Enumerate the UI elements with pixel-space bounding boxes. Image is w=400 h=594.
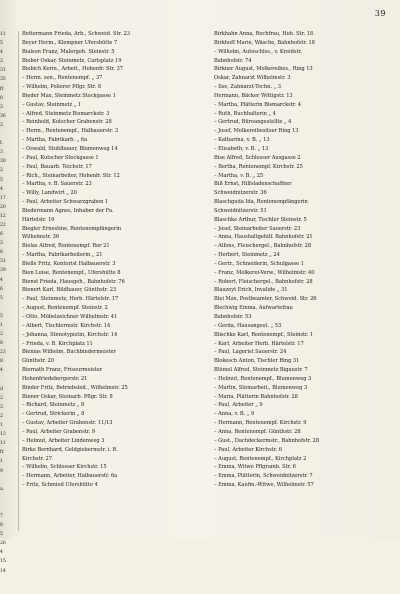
- gutter-fragment: 36: [0, 113, 6, 119]
- gutter-fragment: 8: [0, 341, 3, 347]
- directory-entry: – Paul, Arbeiter „ 9: [214, 402, 263, 409]
- directory-entry: – Herm. sen., Rentenempf. „ 37: [22, 75, 103, 82]
- directory-entry: Biebich Kerin., Arbeit., Hohenfr. Str. 37: [22, 66, 123, 73]
- directory-entry: – Josef, Molkereibesitzer Ring 13: [214, 128, 299, 135]
- gutter-fragment: 6: [0, 286, 3, 292]
- gutter-fragment: 5: [0, 313, 3, 319]
- gutter-fragment: [0, 585, 16, 594]
- gutter-fragment: 2: [0, 332, 3, 338]
- gutter-fragment: 2: [0, 413, 3, 419]
- gutter-fragment: 31: [0, 259, 6, 265]
- gutter-fragment: [0, 494, 16, 503]
- directory-entry: Blauzeyt Erich, Invalide „ 31: [214, 287, 288, 294]
- directory-entry: – Hermann, Arbeiter, Halbauerstr. 6a: [22, 473, 118, 480]
- directory-entry: Blechwig Emma, Aufwartefrau: [214, 305, 293, 312]
- directory-entry: – Paul, Lagerist Sauerstr. 24: [214, 349, 287, 356]
- directory-entry: Oskar, Zahnarzt Wilhelmstr. 3: [214, 75, 291, 82]
- directory-entry: – Paul, Bauarb. Teichstr. 17: [22, 163, 92, 170]
- gutter-fragment: 11: [0, 441, 6, 447]
- gutter-fragment: 23: [0, 350, 6, 356]
- directory-entry: – August, Rentenempf., Kirchplatz 2: [214, 455, 307, 462]
- gutter-fragment: 6: [0, 232, 3, 238]
- directory-entry: Bienst Frieda, Hausgeh., Bahnhofstr. 76: [22, 278, 125, 285]
- directory-entry: – August, Rentenempf. Steinstr. 2: [22, 305, 108, 312]
- gutter-fragment: f.: [0, 141, 3, 147]
- gutter-divider: [18, 31, 19, 531]
- directory-entry: – Gertr., Schneiderin, Schulgasse 1: [214, 260, 304, 267]
- directory-entry: Blischke Karl, Rentenempf., Steinstr. 1: [214, 331, 314, 338]
- gutter-fragment: 8: [0, 250, 3, 256]
- directory-entry: Blümel Alfred, Steinmetz Bigaustr. 7: [214, 367, 308, 374]
- left-column: [22, 30, 212, 490]
- directory-entry: – Otto, Möbelzeichner Wilhelmstr. 41: [22, 314, 118, 320]
- gutter-fragment: 31: [0, 68, 6, 74]
- directory-entry: – Paul, Steinmetz, Herb. Härtelstr. 17: [22, 296, 119, 303]
- gutter-fragment: 4: [0, 368, 3, 374]
- directory-entry: – Alfred, Steinmetz Bismarckstr. 3: [22, 110, 110, 117]
- directory-entry: Schweidnitzerstr. 36: [214, 190, 267, 197]
- directory-entry: Bienias Wilhelm, Buchbindermeister: [22, 349, 116, 356]
- gutter-fragment: 14: [0, 568, 6, 574]
- gutter-fragment: 2: [0, 168, 3, 174]
- directory-entry: – Martin, Steinarbeit., Blumenweg 3: [214, 384, 308, 391]
- directory-entry: – Helmut, Rentenempf., Blumenweg 3: [214, 375, 312, 382]
- directory-entry: – Martha, Fabrikarb. „ 6a: [22, 137, 87, 144]
- directory-entry: – Franz, Molkerei-Verw., Wilhelmstr. 40: [214, 269, 315, 276]
- directory-entry: – Paul, Arbeiter Kirchstr. 6: [214, 446, 282, 453]
- directory-entry: Blokesch Anton, Tischler Ring 31: [214, 358, 300, 365]
- gutter-fragment: 3: [0, 104, 3, 110]
- directory-entry: Biernath Franz, Friseurmeister: [22, 367, 103, 374]
- directory-entry: Hermann, Bäcker Wittigstr. 13: [214, 92, 293, 99]
- gutter-fragment: ft: [0, 450, 4, 456]
- directory-entry: – Elisabeth, v. B. „ 13: [214, 145, 269, 152]
- directory-entry: Blei Max, Postbeamter, Schweid. Str. 26: [214, 296, 317, 303]
- directory-entry: – Paul, Arbeiter Grabenstr. 9: [22, 428, 96, 435]
- directory-entry: Schweidnitzerstr. 51: [214, 207, 267, 214]
- right-column: [214, 30, 392, 490]
- directory-entry: – Emma, Kaufm.-Witwe, Wilhelmstr. 57: [214, 482, 314, 489]
- directory-entry: – Anna, v. B. „ 9: [214, 411, 255, 418]
- directory-entry: – Josef, Steinarbeiter Sauerstr. 23: [214, 225, 301, 232]
- gutter-fragment: 5: [0, 177, 3, 183]
- gutter-fragment: 15: [0, 559, 6, 565]
- gutter-fragment: [0, 376, 16, 385]
- directory-entry: Biß Ernst, Hilfsladenschaffner: [214, 181, 292, 188]
- directory-entry: – Frieda, v. B. Kirchplatz 11: [22, 340, 93, 347]
- directory-entry: – Gerda, Hausangest. „ 53: [214, 322, 282, 329]
- directory-entry: – Fritz, Schmied Ufershütte 4: [22, 482, 98, 489]
- gutter-fragment: 5: [0, 295, 3, 301]
- directory-entry: – Ilse, Zahnarzt-Techn. „ 3: [214, 84, 281, 91]
- directory-entry: – Alfons, Fleischergel., Bahnhofstr. 28: [214, 243, 312, 250]
- gutter-fragment: 17: [0, 195, 6, 201]
- gutter-fragment: [0, 503, 16, 512]
- gutter-fragment: 1: [0, 459, 3, 465]
- directory-entry: – Herbert, Steinmetz „ 24: [214, 252, 280, 259]
- gutter-fragment: 5: [0, 532, 3, 538]
- directory-entry: Bieder Max, Steinmetz Stockgasse 1: [22, 92, 116, 99]
- gutter-fragment: d: [0, 386, 3, 392]
- directory-entry: – Martha, Plätterin Bismarckstr. 4: [214, 101, 301, 108]
- directory-entry: – Paul, Arbeiter Schwarzgraben 1: [22, 199, 109, 206]
- gutter-fragment: 5: [0, 41, 3, 47]
- gutter-fragment: 20: [0, 204, 6, 210]
- gutter-fragment: 11: [0, 32, 6, 37]
- gutter-fragment: 3: [0, 241, 3, 247]
- gutter-fragment: 9: [0, 468, 3, 474]
- directory-entry: Biegler Ernestine, Rentenempfängerin: [22, 225, 122, 232]
- gutter-fragment: 4: [0, 186, 3, 192]
- directory-entry: Bielas Alfred, Rentenempf. Ror 21: [22, 243, 110, 250]
- gutter-fragment: [0, 130, 16, 139]
- directory-entry: Bettermann Frieda, Arb., Schweid. Str. 23: [22, 31, 130, 37]
- directory-entry: – Rich., Steinarbeiter, Hohenfr. Str. 12: [22, 172, 120, 179]
- gutter-fragment: 4: [0, 550, 3, 556]
- directory-entry: – Katharina, v. B. „ 13: [214, 137, 270, 144]
- gutter-fragment: [0, 303, 16, 312]
- directory-entry: – Martha, v. B. „ 25: [214, 172, 264, 179]
- gutter-fragment: 3: [0, 150, 3, 156]
- directory-entry: – Willy, Landwirt „ 20: [22, 190, 77, 197]
- directory-entry: – Gustav, Arbeiter Grabenstr. 11/13: [22, 420, 113, 427]
- directory-entry: Blaschguda Ida, Rentenempfängerin: [214, 199, 308, 206]
- directory-entry: – Richard, Steinmetz „ 8: [22, 402, 85, 409]
- directory-entry: – Robert, Fleischergel., Bahnhofstr. 28: [214, 278, 313, 285]
- directory-entry: Bialson Franz, Malergeh. Steinstr. 5: [22, 48, 115, 55]
- directory-entry: Birkhoff Marie, Wäsche, Bahnhofstr. 18: [214, 39, 315, 46]
- directory-entry: – Paul, Kutscher Stockgasse 1: [22, 154, 99, 161]
- adjacent-page-gutter: [0, 30, 16, 574]
- directory-entry: Bien Luise, Rentenempf., Ufershütte 8: [22, 269, 121, 276]
- gutter-fragment: 30: [0, 159, 6, 165]
- gutter-fragment: 35: [0, 77, 6, 83]
- gutter-fragment: ft: [0, 86, 4, 92]
- gutter-fragment: 7: [0, 513, 3, 519]
- directory-entry: Bienert Karl, Bildhauer, Günthstr. 23: [22, 287, 117, 294]
- gutter-fragment: 13: [0, 432, 6, 438]
- page-number: 39: [374, 9, 386, 18]
- directory-entry: – Martha, Fabrikarbeiterin „ 21: [22, 252, 103, 259]
- directory-entry: – Gustav, Steinmetz „ 1: [22, 101, 82, 108]
- directory-entry: Bise Alfred, Schlosser Ausgasse 2: [214, 154, 301, 161]
- directory-entry: – Martha, v. B. Sauerstr. 23: [22, 181, 92, 188]
- directory-entry: Bielle Fritz, Kontorist Halbauerstr. 3: [22, 260, 116, 267]
- gutter-fragment: 2: [0, 59, 3, 65]
- directory-entry: – Anna, Rentenempf. Günthstr. 28: [214, 428, 301, 435]
- directory-entry: Härtelstr. 16: [22, 216, 55, 223]
- gutter-fragment: 8: [0, 359, 3, 365]
- directory-entry: – Maria, Plätterin Bahnhofstr. 28: [214, 393, 298, 400]
- directory-entry: Bieber Oskar, Steinmetz, Carlsplatz 19: [22, 57, 122, 64]
- directory-entry: Wilhelmstr. 36: [22, 234, 60, 241]
- directory-entry: Beyer Herm., Klempner Ufershütte 7: [22, 39, 118, 46]
- directory-entry: Binder Fritz, Betriebsleit., Wilhelmstr. 25: [22, 384, 128, 391]
- directory-entry: – Gertrud, Büroangestellte „ 4: [214, 119, 292, 126]
- gutter-fragment: [0, 576, 16, 585]
- directory-entry: – Wilhelm, Polierer Pflgr. Str. 8: [22, 84, 101, 91]
- gutter-fragment: a.: [0, 486, 5, 492]
- directory-entry: – Ruth, Buchhalterin „ 4: [214, 110, 276, 117]
- directory-entry: Bahnhofstr. 53: [214, 314, 252, 320]
- gutter-fragment: 1: [0, 323, 3, 328]
- directory-entry: – Johanna, Stenotypistin, Kirchstr. 14: [22, 331, 118, 338]
- directory-entry: Bahnhofstr. 74: [214, 57, 252, 64]
- directory-entry: – Karl, Arbeiter Herb. Härtelstr. 17: [214, 340, 304, 347]
- gutter-fragment: 2: [0, 122, 3, 128]
- directory-entry: – Gust., Dachdeckermstr., Bahnhofstr. 28: [214, 437, 319, 444]
- gutter-fragment: 3: [0, 404, 3, 410]
- directory-entry: Hohenfriedebergerstr. 21: [22, 375, 88, 382]
- directory-entry: Birke Bernhard, Geldgiebermstr. i. R.: [22, 446, 118, 453]
- gutter-fragment: 26: [0, 541, 6, 547]
- directory-entry: – Emma, Witwe Pflgramb. Str. 6: [214, 464, 296, 471]
- directory-entry: Blaschke Arthur, Tischler Steinstr. 5: [214, 216, 307, 223]
- gutter-fragment: 8: [0, 95, 3, 101]
- gutter-fragment: 2: [0, 395, 3, 401]
- gutter-fragment: 1: [0, 423, 3, 429]
- gutter-fragment: [0, 476, 16, 485]
- directory-entry: Günthstr. 20: [22, 358, 54, 365]
- gutter-fragment: 8: [0, 523, 3, 529]
- directory-entry: Kirchstr. 27: [22, 455, 52, 462]
- directory-entry: Birkhahn Anna, Rochfrau, Hoh. Str. 18: [214, 31, 314, 37]
- directory-entry: – Bertha, Rentenempf. Kirchstr. 25: [214, 163, 303, 170]
- directory-entry: – Wilhelm, Autoschlss., v. Kreidstr.: [214, 48, 302, 55]
- directory-entry: – Wilhelm, Schlosser Kirchstr. 15: [22, 464, 107, 471]
- directory-entry: – Oswald, Stuhlbauer, Blumenweg 14: [22, 145, 118, 152]
- directory-entry: – Reinhold, Kutscher Grabenstr. 28: [22, 119, 112, 126]
- directory-entry: – Emma, Plätterin, Schweidnitzerstr. 7: [214, 473, 313, 480]
- directory-entry: – Hermann, Rentenempf. Kirchstr. 9: [214, 420, 307, 427]
- gutter-fragment: 12: [0, 213, 6, 219]
- directory-entry: – Helmut, Arbeiter Lindenweg 3: [22, 437, 105, 444]
- directory-entry: Biedermann Agnes, Inhaber der Fa.: [22, 207, 114, 214]
- directory-entry: – Gertrud, Strickerin „ 8: [22, 411, 85, 418]
- directory-entry: – Herm., Rentenempf., Halbauerstr. 3: [22, 128, 119, 135]
- directory-entry: Binner Oskar, Steinarb. Pflgr. Str. 8: [22, 393, 113, 400]
- directory-entry: – Anna, Haushaltgehilf. Bahnhofstr. 21: [214, 234, 313, 241]
- gutter-fragment: 22: [0, 222, 6, 228]
- directory-entry: – Albert, Tischlermstr. Kirchstr. 14: [22, 322, 111, 329]
- directory-entry: Birkner August, Molkereibes., Ring 13: [214, 66, 313, 73]
- gutter-fragment: 39: [0, 268, 6, 274]
- gutter-fragment: 4: [0, 277, 3, 283]
- gutter-fragment: 4: [0, 50, 3, 56]
